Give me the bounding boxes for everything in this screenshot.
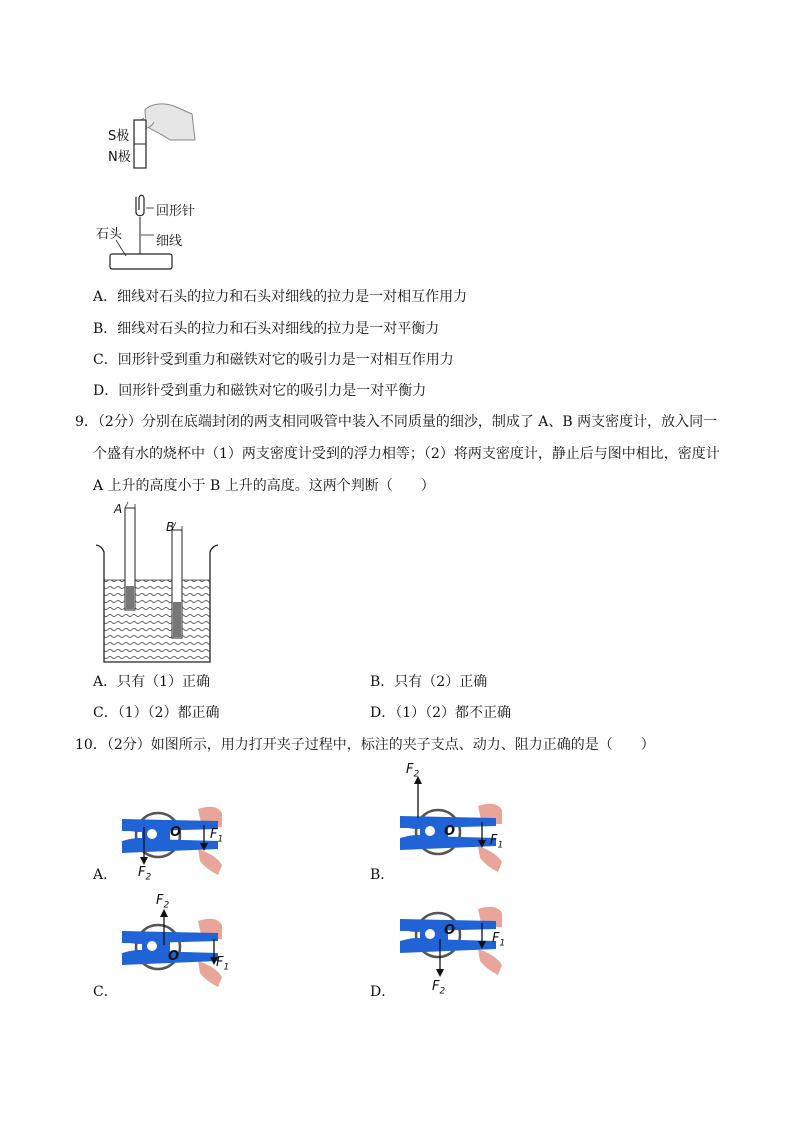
q9-option-c[interactable]: C．（1）（2）都正确 [93, 705, 220, 721]
thread-label: 细线 [156, 234, 183, 249]
q9-stem-line-1: 9．（2分）分别在底端封闭的两支相同吸管中装入不同质量的细沙，制成了 A、B 两支密度计，放入同一 [75, 414, 718, 430]
q8-option-c[interactable]: C．回形针受到重力和磁铁对它的吸引力是一对相互作用力 [93, 352, 454, 368]
n-pole-label: N极 [108, 150, 131, 165]
water [104, 580, 210, 662]
clip-illustration-b [398, 762, 508, 882]
densimeter-b-label: B [166, 520, 175, 534]
f2-label: $F_2$ [406, 762, 420, 780]
q9-option-d[interactable]: D．（1）（2）都不正确 [370, 705, 512, 721]
q8-option-d[interactable]: D．回形针受到重力和磁铁对它的吸引力是一对平衡力 [93, 383, 427, 399]
q10-figure-b[interactable] [398, 762, 508, 882]
f1-label: $F_1$ [490, 833, 504, 851]
q10-option-d-letter[interactable]: D． [370, 984, 396, 1000]
q9-option-b[interactable]: B．只有（2）正确 [370, 674, 488, 690]
stone-label: 石头 [96, 227, 123, 242]
q8-option-b[interactable]: B．细线对石头的拉力和石头对细线的拉力是一对平衡力 [93, 321, 440, 337]
f1-label: $F_1$ [492, 931, 506, 949]
q10-option-b-letter[interactable]: B． [370, 867, 395, 883]
beaker-illustration [92, 500, 222, 670]
q10-figure-a[interactable] [118, 805, 228, 885]
q8-figure [96, 100, 240, 275]
q9-option-a[interactable]: A．只有（1）正确 [93, 674, 211, 690]
densimeter-a-sand [126, 586, 134, 609]
f1-label: $F_1$ [216, 955, 230, 973]
q10-stem: 10．（2分）如图所示，用力打开夹子过程中，标注的夹子支点、动力、阻力正确的是（ ） [75, 737, 655, 753]
f2-label: $F_2$ [138, 865, 152, 883]
clip-illustration-c [118, 895, 228, 995]
clip-illustration-a [118, 805, 228, 885]
paperclip [136, 195, 144, 216]
f2-label: $F_2$ [432, 979, 446, 997]
q10-option-c-letter[interactable]: C． [93, 984, 118, 1000]
q8-option-a[interactable]: A．细线对石头的拉力和石头对细线的拉力是一对相互作用力 [93, 289, 468, 305]
stone [110, 254, 172, 269]
q9-stem-line-3: A 上升的高度小于 B 上升的高度。这两个判断（ ） [93, 478, 435, 494]
densimeter-b-sand [173, 602, 181, 637]
f2-label: $F_2$ [156, 893, 170, 911]
q10-figure-c[interactable] [118, 895, 228, 995]
pivot-label: O [168, 949, 180, 964]
paperclip-label: 回形针 [156, 204, 196, 219]
s-pole-label: S极 [108, 129, 130, 144]
pivot-label: O [444, 923, 456, 938]
pivot-label: O [444, 824, 456, 839]
densimeter-a-label: A [114, 502, 123, 516]
pivot-label: O [170, 825, 182, 840]
q10-option-a-letter[interactable]: A． [93, 867, 118, 883]
q10-figure-d[interactable] [398, 905, 508, 1000]
q9-beaker-figure [92, 500, 222, 670]
f1-label: $F_1$ [210, 827, 224, 845]
q9-stem-line-2: 个盛有水的烧杯中（1）两支密度计受到的浮力相等；（2）将两支密度计，静止后与图中相比，密度计 [93, 446, 720, 462]
clip-illustration-d [398, 905, 508, 1000]
